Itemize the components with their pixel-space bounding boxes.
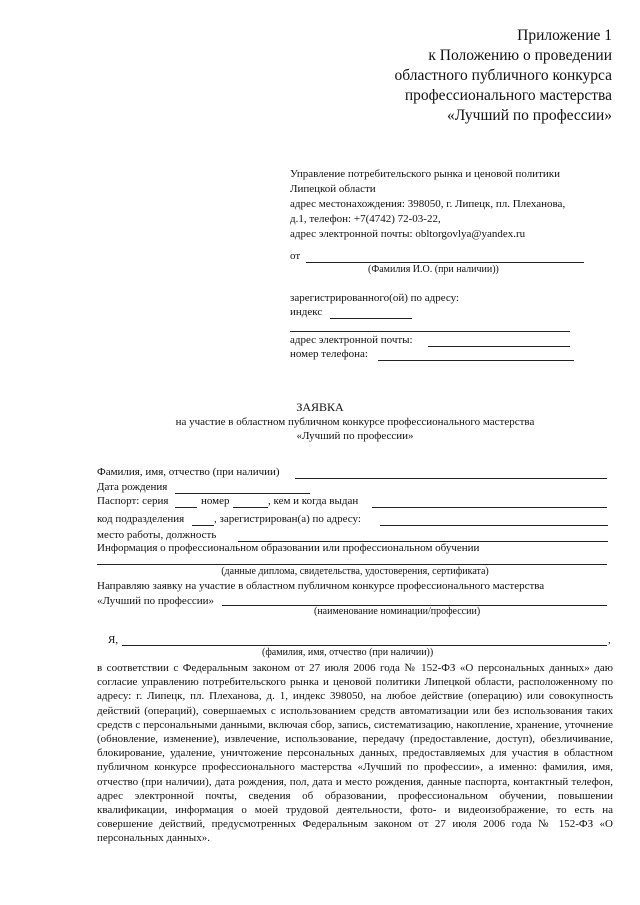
passport-number-field[interactable] [233,507,268,508]
passport-number-label: номер [201,495,230,507]
appendix-line: областного публичного конкурса [394,67,612,84]
work-label: место работы, должность [97,529,217,541]
appendix-line: к Положению о проведении [428,47,612,64]
fio-field[interactable] [295,478,607,479]
addressee-email: адрес электронной почты: obltorgovlya@yandex.ru [290,228,526,240]
ya-label: Я, [108,634,119,646]
from-field[interactable] [306,262,584,263]
from-caption: (Фамилия И.О. (при наличии)) [368,264,499,275]
nomination-label: «Лучший по профессии» [97,595,215,607]
education-caption: (данные диплома, свидетельства, удостоверения, сертификата) [221,566,489,577]
education-label: Информация о профессиональном образовании или профессиональном обучении [97,542,480,554]
passport-issued-label: , кем и когда выдан [268,495,359,507]
direct-line: Направляю заявку на участие в областном публичном конкурсе профессионального мастерства [97,580,545,592]
email-label: адрес электронной почты: [290,334,413,346]
phone-label: номер телефона: [290,348,368,360]
registered-label: зарегистрированного(ой) по адресу: [290,292,460,304]
consent-text: в соответствии с Федеральным законом от 27 июля 2006 года № 152-ФЗ «О персональных данных» даю согласие управлению потребительского рынка и ценовой политики Липецкой области, расположенному по адресу: г. Липецк, пл. Плеханова, д. 1, индекс 398050, на любое действие (операцию) или совокупность действий (операций), совершаемых с использованием средств автоматизации или без использования таких средств с персональными данными, включая сбор, запись, систематизацию, накопление, хранение, уточнение (обновление, изменение), извлечение, использование, передачу (предоставление, доступ), обезличивание, блокирование, удаление, уничтожение персональных данных, предоставляемых для участия в областном публичном конкурсе профессионального мастерства «Лучший по профессии», а именно: фамилия, имя, отчество (при наличии), дата рождения, пол, дата и место рождения, данные паспорта, контактный телефон, адрес электронной почты, сведения об образовании, профессиональном обучении, повышении квалификации, информация о моей трудовой деятельности, фото- и видеоизображение, то есть на совершение действий, предусмотренных Федеральным законом от 27 июля 2006 года № 152-ФЗ «О персональных данных». [97,662,613,845]
addressee-line: Управление потребительского рынка и ценовой политики [290,168,560,180]
addressee-line: Липецкой области [290,183,376,195]
from-label: от [290,250,301,262]
passport-series-field[interactable] [175,507,197,508]
addressee-line: адрес местонахождения: 398050, г. Липецк, пл. Плеханова, [290,198,566,210]
appendix-title: Приложение 1 [517,27,612,44]
form-heading: ЗАЯВКА [296,400,344,414]
ya-field[interactable] [122,645,607,646]
form-subtitle-quote: «Лучший по профессии» [296,430,414,442]
form-subtitle: на участие в областном публичном конкурсе профессионального мастерства [175,416,535,428]
address-field[interactable] [290,331,570,332]
division-field[interactable] [192,525,214,526]
email-field[interactable] [428,346,570,347]
nomination-caption: (наименование номинации/профессии) [314,606,481,617]
index-field[interactable] [330,318,412,319]
division-label: код подразделения [97,513,185,525]
passport-issued-field[interactable] [372,507,607,508]
addressee-line: д.1, телефон: +7(4742) 72-03-22, [290,213,441,225]
appendix-line: профессионального мастерства [404,87,612,104]
appendix-line: «Лучший по профессии» [447,107,612,124]
fio-label: Фамилия, имя, отчество (при наличии) [97,466,280,478]
birth-field[interactable] [175,493,310,494]
registered-address-label: , зарегистрирован(а) по адресу: [214,513,361,525]
passport-series-label: Паспорт: серия [97,495,169,507]
index-label: индекс [290,306,323,318]
ya-caption: (фамилия, имя, отчество (при наличии)) [262,647,434,658]
birth-label: Дата рождения [97,481,168,493]
registered-address-field[interactable] [380,525,608,526]
ya-comma: , [608,634,611,646]
education-field[interactable] [97,564,607,565]
phone-field[interactable] [378,360,574,361]
